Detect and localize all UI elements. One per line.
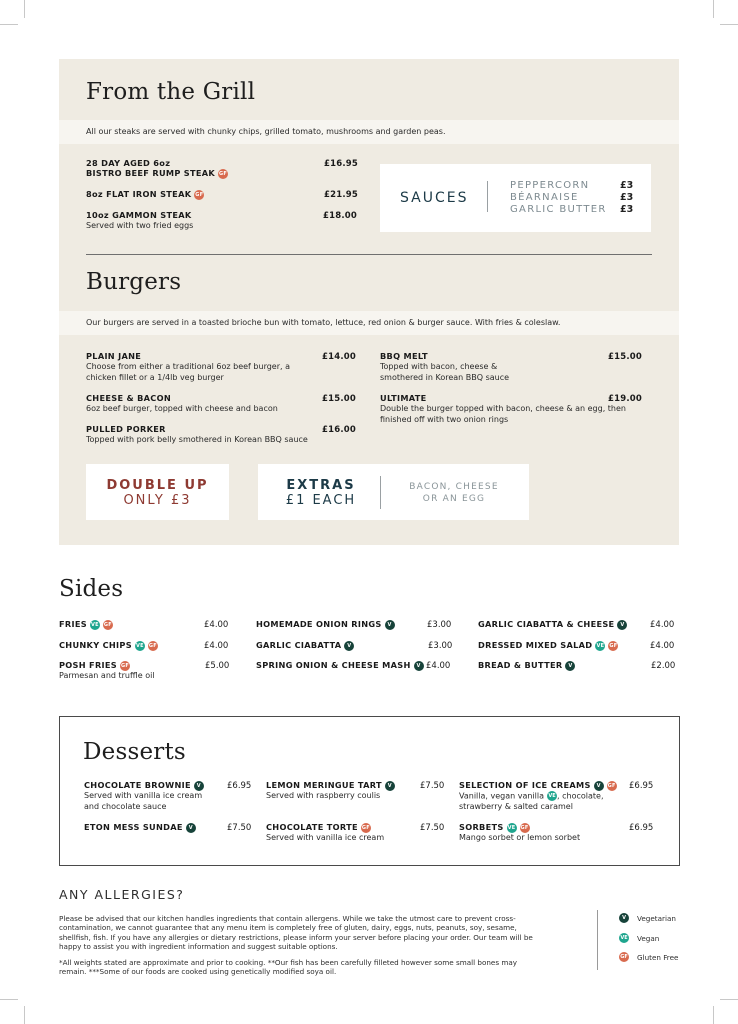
crop-mark bbox=[0, 999, 18, 1000]
allergies-footnote: *All weights stated are approximate and prior to cooking. **Our fish has been carefully filleted however some small bones may remain. ***Some of our foods are cooked using genetically modified soya oil. bbox=[59, 958, 518, 977]
dessert-item-name: LEMON MERINGUE TART V bbox=[266, 780, 395, 791]
dessert-item-name: ETON MESS SUNDAE V bbox=[84, 822, 196, 833]
burger-item-name: ULTIMATE bbox=[380, 393, 427, 403]
gluten-free-badge: GF bbox=[219, 170, 228, 177]
side-item-name: HOMEMADE ONION RINGS V bbox=[256, 619, 395, 630]
crop-mark bbox=[24, 0, 25, 18]
allergies-notice: Please be advised that our kitchen handles ingredients that contain allergens. While we take the utmost care to prevent cross- contamination, we cannot guarantee that any menu item is completely free of gluten, dairy, eggs, nuts, peanuts, soy, sesame, shellfish, fish. If you have any allergies or dietary restrictions, please inform your server before placing your order. Our team will be happy to assist you with ingredient information and suggest suitable options. bbox=[59, 914, 533, 951]
grill-title: From the Grill bbox=[86, 79, 256, 105]
section-divider bbox=[86, 254, 652, 255]
dessert-item-desc: Served with vanilla ice cream and chocolate sauce bbox=[84, 791, 203, 811]
crop-mark bbox=[713, 0, 714, 18]
gluten-free-badge: GF bbox=[195, 191, 204, 198]
grill-item-price: £18.00 bbox=[323, 211, 358, 221]
burger-item-desc: 6oz beef burger, topped with cheese and bacon bbox=[86, 404, 278, 413]
burger-item-name: PULLED PORKER bbox=[86, 424, 166, 434]
extras-price: £1 EACH bbox=[285, 493, 357, 508]
legend-label: Gluten Free bbox=[637, 953, 679, 962]
gluten-free-legend-icon: GF bbox=[620, 954, 628, 960]
crop-mark bbox=[720, 24, 738, 25]
burger-item-desc: Double the burger topped with bacon, cheese & an egg, then finished off with two onion rings bbox=[380, 404, 626, 424]
sauce-price: £3 bbox=[620, 192, 634, 203]
vegetarian-legend-icon: V bbox=[619, 913, 629, 923]
double-up-title: DOUBLE UP bbox=[106, 478, 209, 493]
legend-label: Vegan bbox=[637, 934, 660, 943]
dessert-item-price: £7.50 bbox=[227, 823, 252, 833]
vegan-badge: VE bbox=[596, 642, 605, 649]
burger-item-price: £15.00 bbox=[322, 394, 357, 404]
gluten-free-badge: GF bbox=[607, 782, 616, 789]
dessert-item-desc: Mango sorbet or lemon sorbet bbox=[459, 833, 581, 842]
gluten-free-badge: GF bbox=[103, 621, 112, 628]
allergies-title: ANY ALLERGIES? bbox=[59, 887, 185, 902]
dessert-item-price: £6.95 bbox=[227, 781, 252, 791]
side-item-name: FRIES VE GF bbox=[59, 619, 112, 629]
gluten-free-badge: GF bbox=[148, 642, 157, 649]
side-item-name: GARLIC CIABATTA V bbox=[256, 640, 354, 651]
extras-title: EXTRAS bbox=[286, 478, 356, 493]
burger-item-price: £16.00 bbox=[322, 425, 357, 435]
grill-item-name: 28 DAY AGED 6oz bbox=[86, 158, 171, 168]
side-item-price: £4.00 bbox=[204, 641, 229, 651]
vegetarian-badge: V bbox=[594, 781, 604, 791]
vegetarian-badge: V bbox=[385, 620, 395, 630]
crop-mark bbox=[0, 24, 18, 25]
vegan-legend-icon: VE bbox=[620, 935, 628, 941]
gluten-free-badge: GF bbox=[120, 662, 130, 669]
burger-item-desc: Choose from either a traditional 6oz beef burger, a chicken fillet or a 1/4lb veg burger bbox=[86, 362, 290, 382]
legend-divider bbox=[597, 910, 598, 970]
grill-item-price: £21.95 bbox=[324, 190, 359, 200]
side-item-price: £4.00 bbox=[204, 620, 229, 630]
vegetarian-badge: V bbox=[194, 781, 204, 791]
dessert-item-desc: Vanilla, vegan vanilla VE, chocolate, strawberry & salted caramel bbox=[459, 791, 604, 811]
sauce-name: GARLIC BUTTER bbox=[510, 204, 607, 215]
burger-item-price: £15.00 bbox=[608, 352, 643, 362]
dessert-item-desc: Served with raspberry coulis bbox=[266, 791, 381, 800]
sauces-title: SAUCES bbox=[400, 190, 469, 206]
side-item-name: GARLIC CIABATTA & CHEESE V bbox=[478, 619, 627, 630]
crop-mark bbox=[720, 999, 738, 1000]
side-item-name: DRESSED MIXED SALAD VE GF bbox=[478, 640, 618, 650]
vegan-badge: VE bbox=[548, 793, 556, 799]
side-item-name: SPRING ONION & CHEESE MASH V bbox=[256, 660, 424, 671]
side-item-name: CHUNKY CHIPS VE GF bbox=[59, 640, 157, 650]
sauce-price: £3 bbox=[620, 204, 634, 215]
burgers-title: Burgers bbox=[86, 269, 182, 295]
grill-item-name: BISTRO BEEF RUMP STEAK GF bbox=[86, 168, 228, 178]
grill-item-name: 8oz FLAT IRON STEAK GF bbox=[86, 189, 204, 199]
vegan-badge: VE bbox=[135, 642, 144, 649]
side-item-price: £4.00 bbox=[426, 661, 451, 671]
vegetarian-badge: V bbox=[344, 641, 354, 651]
vegetarian-badge: V bbox=[565, 661, 575, 671]
side-item-price: £2.00 bbox=[651, 661, 676, 671]
grill-item-desc: Served with two fried eggs bbox=[86, 221, 194, 230]
grill-item-price: £16.95 bbox=[324, 159, 359, 169]
sauces-divider bbox=[487, 181, 488, 212]
gluten-free-badge: GF bbox=[609, 642, 618, 649]
vegetarian-badge: V bbox=[385, 781, 395, 791]
dessert-item-name: CHOCOLATE BROWNIE V bbox=[84, 780, 204, 791]
crop-mark bbox=[24, 1006, 25, 1024]
dessert-item-name: CHOCOLATE TORTE GF bbox=[266, 822, 370, 832]
burger-item-name: CHEESE & BACON bbox=[86, 393, 171, 403]
burger-item-desc: Topped with bacon, cheese & smothered in Korean BBQ sauce bbox=[380, 362, 510, 382]
gluten-free-badge: GF bbox=[520, 824, 529, 831]
extras-options: BACON, CHEESE OR AN EGG bbox=[409, 482, 499, 504]
grill-item-name: 10oz GAMMON STEAK bbox=[86, 210, 192, 220]
sauce-price: £3 bbox=[620, 180, 634, 191]
dessert-item-name: SORBETS VE GF bbox=[459, 822, 529, 832]
grill-intro: All our steaks are served with chunky chips, grilled tomato, mushrooms and garden peas. bbox=[86, 127, 446, 136]
sides-title: Sides bbox=[59, 576, 124, 602]
side-item-price: £3.00 bbox=[427, 620, 452, 630]
burgers-intro: Our burgers are served in a toasted brioche bun with tomato, lettuce, red onion & burger sauce. With fries & coleslaw. bbox=[86, 318, 561, 327]
burger-item-desc: Topped with pork belly smothered in Korean BBQ sauce bbox=[86, 435, 308, 444]
burger-item-name: BBQ MELT bbox=[380, 351, 428, 361]
sauce-name: BÉARNAISE bbox=[510, 192, 579, 203]
vegetarian-badge: V bbox=[186, 823, 196, 833]
side-item-name: POSH FRIES GF bbox=[59, 660, 130, 670]
side-item-price: £4.00 bbox=[650, 641, 675, 651]
side-item-desc: Parmesan and truffle oil bbox=[59, 671, 155, 680]
dessert-item-name: SELECTION OF ICE CREAMS V GF bbox=[459, 780, 616, 790]
vegetarian-badge: V bbox=[414, 661, 424, 671]
crop-mark bbox=[713, 1006, 714, 1024]
vegetarian-badge: V bbox=[617, 620, 627, 630]
dessert-item-price: £7.50 bbox=[420, 781, 445, 791]
vegan-badge: VE bbox=[507, 824, 516, 831]
extras-divider bbox=[380, 476, 381, 509]
desserts-title: Desserts bbox=[83, 739, 186, 765]
double-up-price: ONLY £3 bbox=[123, 493, 192, 508]
sauce-name: PEPPERCORN bbox=[510, 180, 590, 191]
burger-item-price: £14.00 bbox=[322, 352, 357, 362]
burger-item-price: £19.00 bbox=[608, 394, 643, 404]
gluten-free-badge: GF bbox=[361, 824, 370, 831]
side-item-price: £4.00 bbox=[650, 620, 675, 630]
dessert-item-desc: Served with vanilla ice cream bbox=[266, 833, 385, 842]
vegan-badge: VE bbox=[90, 621, 99, 628]
burger-item-name: PLAIN JANE bbox=[86, 351, 142, 361]
side-item-name: BREAD & BUTTER V bbox=[478, 660, 575, 671]
dessert-item-price: £6.95 bbox=[629, 781, 654, 791]
dessert-item-price: £6.95 bbox=[629, 823, 654, 833]
side-item-price: £3.00 bbox=[428, 641, 453, 651]
dessert-item-price: £7.50 bbox=[420, 823, 445, 833]
legend-label: Vegetarian bbox=[637, 914, 676, 923]
side-item-price: £5.00 bbox=[205, 661, 230, 671]
